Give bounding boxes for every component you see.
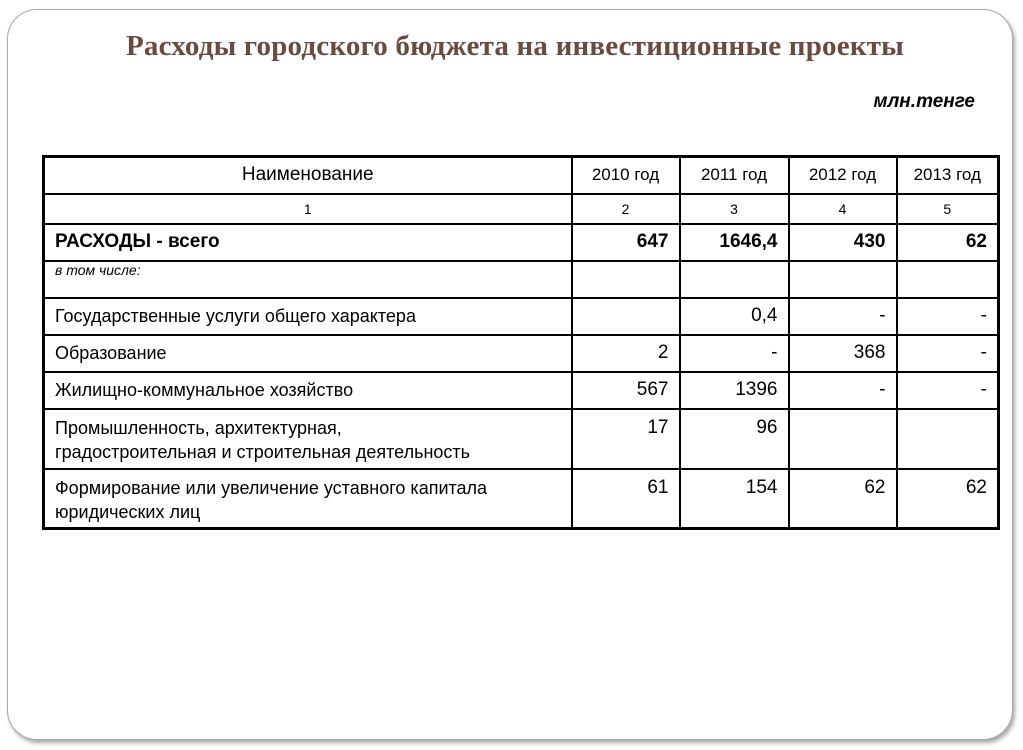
table-row [44,335,999,372]
row-value: 96 [680,409,789,469]
row-value: - [789,298,897,335]
column-number: 4 [789,194,897,224]
total-value: 647 [572,224,680,261]
row-value: - [897,372,999,409]
including-label: в том числе: [44,261,572,298]
empty-cell [680,261,789,298]
row-label-line: Промышленность, архитектурная, [55,417,342,438]
row-value: - [680,335,789,372]
row-label [44,469,572,529]
row-label-line: юридических лиц [55,501,201,522]
total-value: 1646,4 [680,224,789,261]
table-row [44,372,999,409]
column-number: 3 [680,194,789,224]
total-value: 430 [789,224,897,261]
row-value: 17 [572,409,680,469]
empty-cell [572,261,680,298]
budget-table [42,155,1000,530]
table-header-row [44,157,999,194]
row-value: - [897,335,999,372]
row-value: 62 [789,469,897,529]
header-2012: 2012 год [789,157,897,194]
row-value: 567 [572,372,680,409]
row-value: 368 [789,335,897,372]
table-row [44,298,999,335]
total-value: 62 [897,224,999,261]
row-value: - [897,298,999,335]
row-label: Образование [44,335,572,372]
row-value [897,409,999,469]
row-value: 154 [680,469,789,529]
row-value [572,298,680,335]
including-row [44,261,999,298]
empty-cell [789,261,897,298]
empty-cell [897,261,999,298]
row-value: 0,4 [680,298,789,335]
row-label-line: Формирование или увеличение уставного капитала [55,477,488,498]
header-name: Наименование [44,157,572,194]
header-2011: 2011 год [680,157,789,194]
column-number: 5 [897,194,999,224]
slide-title: Расходы городского бюджета на инвестиционные проекты [125,30,905,62]
table-row [44,469,999,529]
column-number: 1 [44,194,572,224]
header-2013: 2013 год [897,157,999,194]
row-label-line: градостроительная и строительная деятельность [55,441,471,462]
row-value: 61 [572,469,680,529]
total-row [44,224,999,261]
row-label [44,409,572,469]
column-number-row [44,194,999,224]
row-value: 62 [897,469,999,529]
total-label: РАСХОДЫ - всего [44,224,572,261]
column-number: 2 [572,194,680,224]
row-value: - [789,372,897,409]
row-value [789,409,897,469]
table-row [44,409,999,469]
header-2010: 2010 год [572,157,680,194]
row-label: Жилищно-коммунальное хозяйство [44,372,572,409]
row-label: Государственные услуги общего характера [44,298,572,335]
unit-label: млн.тенге [873,91,975,112]
row-value: 1396 [680,372,789,409]
row-value: 2 [572,335,680,372]
